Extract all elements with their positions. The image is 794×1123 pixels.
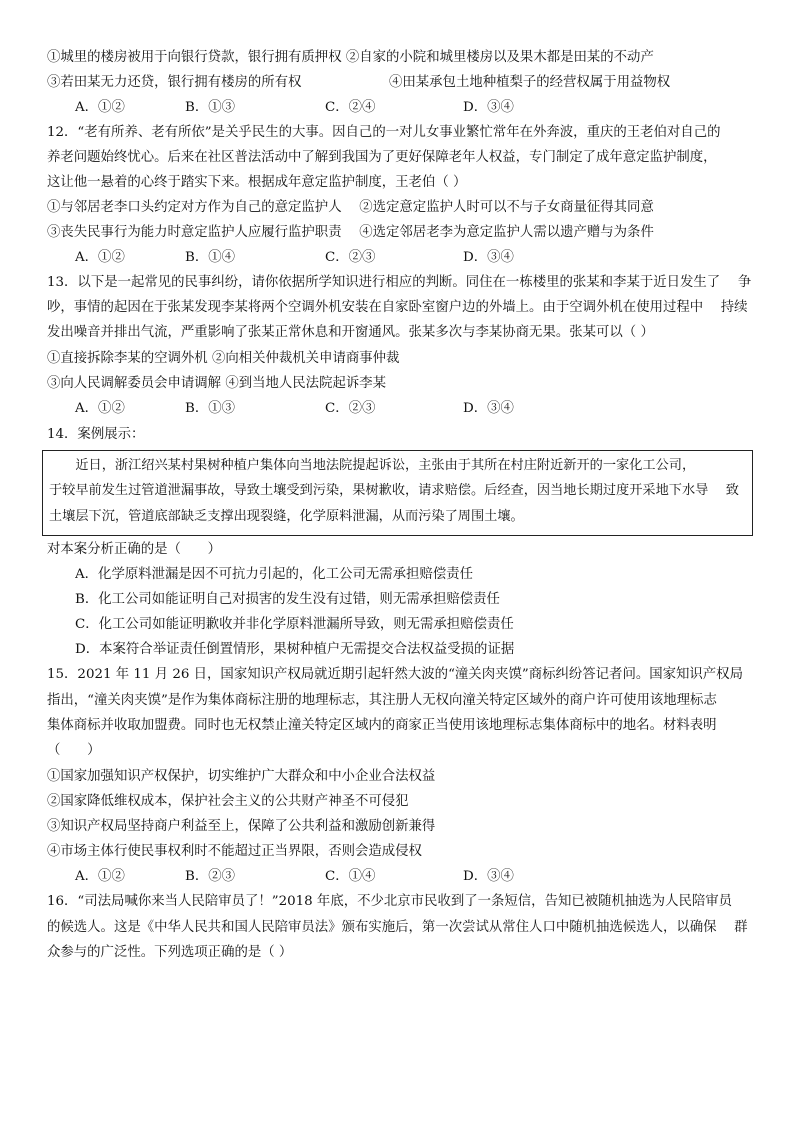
q14-case-line-2: 于较早前发生过管道泄漏事故，导致土壤受到污染，果树歉收，请求赔偿。后经查，因当地长期过度开采地下水导 致 [49, 483, 739, 498]
q16-stem-line-3: 众参与的广泛性。下列选项正确的是（ ） [47, 945, 293, 960]
q12-option-c[interactable]: C．②③ [325, 250, 376, 265]
q15-answer-blank: （ ） [47, 743, 101, 758]
q12-stem-line-1: 12．“老有所养、老有所依”是关乎民生的大事。因自己的一对儿女事业繁忙常年在外奔波，重庆的王老伯对自己的 [47, 125, 721, 140]
q11-option-d[interactable]: D．③④ [463, 100, 514, 115]
q11-statement-4: ④田某承包土地种植梨子的经营权属于用益物权 [389, 75, 671, 90]
q15-stem-line-2: 指出，“潼关肉夹馍”是作为集体商标注册的地理标志，其注册人无权向潼关特定区域外的商户许可使用该地理标志 [47, 693, 717, 708]
q14-case-box [42, 450, 753, 536]
q13-stem-line-1: 13．以下是一起常见的民事纠纷，请你依据所学知识进行相应的判断。同住在一栋楼里的张某和李某于近日发生了 争 [47, 275, 752, 290]
q11-option-a[interactable]: A．①② [75, 100, 125, 115]
q15-option-b[interactable]: B．②③ [185, 869, 236, 884]
q11-statement-line-2 [47, 74, 755, 92]
q15-options [75, 868, 635, 886]
q15-stem-line-1: 15．2021 年 11 月 26 日，国家知识产权局就近期引起轩然大波的“潼关肉夹馍”商标纠纷答记者问。国家知识产权局 [47, 667, 743, 682]
q15-option-d[interactable]: D．③④ [463, 869, 514, 884]
q16-stem-line-2: 的候选人。这是《中华人民共和国人民陪审员法》颁布实施后，第一次尝试从常住人口中随机抽选候选人，以确保 群 [47, 920, 748, 935]
q14-choice-a[interactable]: A．化学原料泄漏是因不可抗力引起的，化工公司无需承担赔偿责任 [75, 567, 473, 582]
q13-option-a[interactable]: A．①② [75, 401, 125, 416]
q13-statements-3-4: ③向人民调解委员会申请调解 ④到当地人民法院起诉李某 [47, 376, 387, 391]
q14-question: 对本案分析正确的是（ ） [47, 542, 222, 557]
q14-choice-c[interactable]: C．化工公司如能证明歉收并非化学原料泄漏所导致，则无需承担赔偿责任 [75, 617, 514, 632]
q13-option-d[interactable]: D．③④ [463, 401, 514, 416]
q15-option-a[interactable]: A．①② [75, 869, 125, 884]
q15-statement-3: ③知识产权局坚持商户利益至上，保障了公共利益和激励创新兼得 [47, 819, 436, 834]
q13-statements-1-2: ①直接拆除李某的空调外机 ②向相关仲裁机关申请商事仲裁 [47, 351, 400, 366]
q11-statement-3: ③若田某无力还贷，银行拥有楼房的所有权 [47, 75, 302, 90]
q14-choice-b[interactable]: B．化工公司如能证明自己对损害的发生没有过错，则无需承担赔偿责任 [75, 592, 500, 607]
q16-stem-line-1: 16．“司法局喊你来当人民陪审员了！”2018 年底，不少北京市民收到了一条短信，告知已被随机抽选为人民陪审员 [47, 894, 733, 909]
q11-statement-line-1: ①城里的楼房被用于向银行贷款，银行拥有质押权 ②自家的小院和城里楼房以及果木都是田某的不动产 [47, 50, 654, 65]
q11-option-c[interactable]: C．②④ [325, 100, 376, 115]
q12-option-b[interactable]: B．①④ [185, 250, 236, 265]
q13-option-b[interactable]: B．①③ [185, 401, 236, 416]
q13-options [75, 400, 635, 418]
q12-option-a[interactable]: A．①② [75, 250, 125, 265]
q14-heading: 14．案例展示： [47, 427, 145, 442]
q12-stem-line-3: 这让他一悬着的心终于踏实下来。根据成年意定监护制度，王老伯（ ） [47, 175, 467, 190]
q15-option-c[interactable]: C．①④ [325, 869, 376, 884]
q15-statement-2: ②国家降低维权成本，保护社会主义的公共财产神圣不可侵犯 [47, 794, 409, 809]
q12-options [75, 249, 635, 267]
q13-option-c[interactable]: C．②③ [325, 401, 376, 416]
q14-case-line-1: 近日，浙江绍兴某村果树种植户集体向当地法院提起诉讼，主张由于其所在村庄附近新开的一家化工公司， [49, 458, 696, 473]
q14-choice-d[interactable]: D．本案符合举证责任倒置情形，果树种植户无需提交合法权益受损的证据 [75, 642, 515, 657]
q12-statements-3-4: ③丧失民事行为能力时意定监护人应履行监护职责 ④选定邻居老李为意定监护人需以遗产赠与为条件 [47, 225, 654, 240]
q11-option-b[interactable]: B．①③ [185, 100, 236, 115]
q15-statement-1: ①国家加强知识产权保护，切实维护广大群众和中小企业合法权益 [47, 769, 436, 784]
q13-stem-line-3: 发出噪音并排出气流，严重影响了张某正常休息和开窗通风。张某多次与李某协商无果。张某可以（ ） [47, 325, 654, 340]
q12-stem-line-2: 养老问题始终忧心。后来在社区普法活动中了解到我国为了更好保障老年人权益，专门制定了成年意定监护制度， [47, 150, 717, 165]
q13-stem-line-2: 吵，事情的起因在于张某发现李某将两个空调外机安装在自家卧室窗户边的外墙上。由于空调外机在使用过程中 持续 [47, 300, 748, 315]
q12-statements-1-2: ①与邻居老李口头约定对方作为自己的意定监护人 ②选定意定监护人时可以不与子女商量征得其同意 [47, 200, 654, 215]
q12-option-d[interactable]: D．③④ [463, 250, 514, 265]
q15-statement-4: ④市场主体行使民事权利时不能超过正当界限，否则会造成侵权 [47, 844, 422, 859]
q14-case-line-3: 土壤层下沉，管道底部缺乏支撑出现裂缝，化学原料泄漏，从而污染了周围土壤。 [49, 509, 524, 524]
q11-options [75, 99, 635, 117]
q15-stem-line-3: 集体商标并收取加盟费。同时也无权禁止潼关特定区域内的商家正当使用该地理标志集体商标中的地名。材料表明 [47, 718, 717, 733]
